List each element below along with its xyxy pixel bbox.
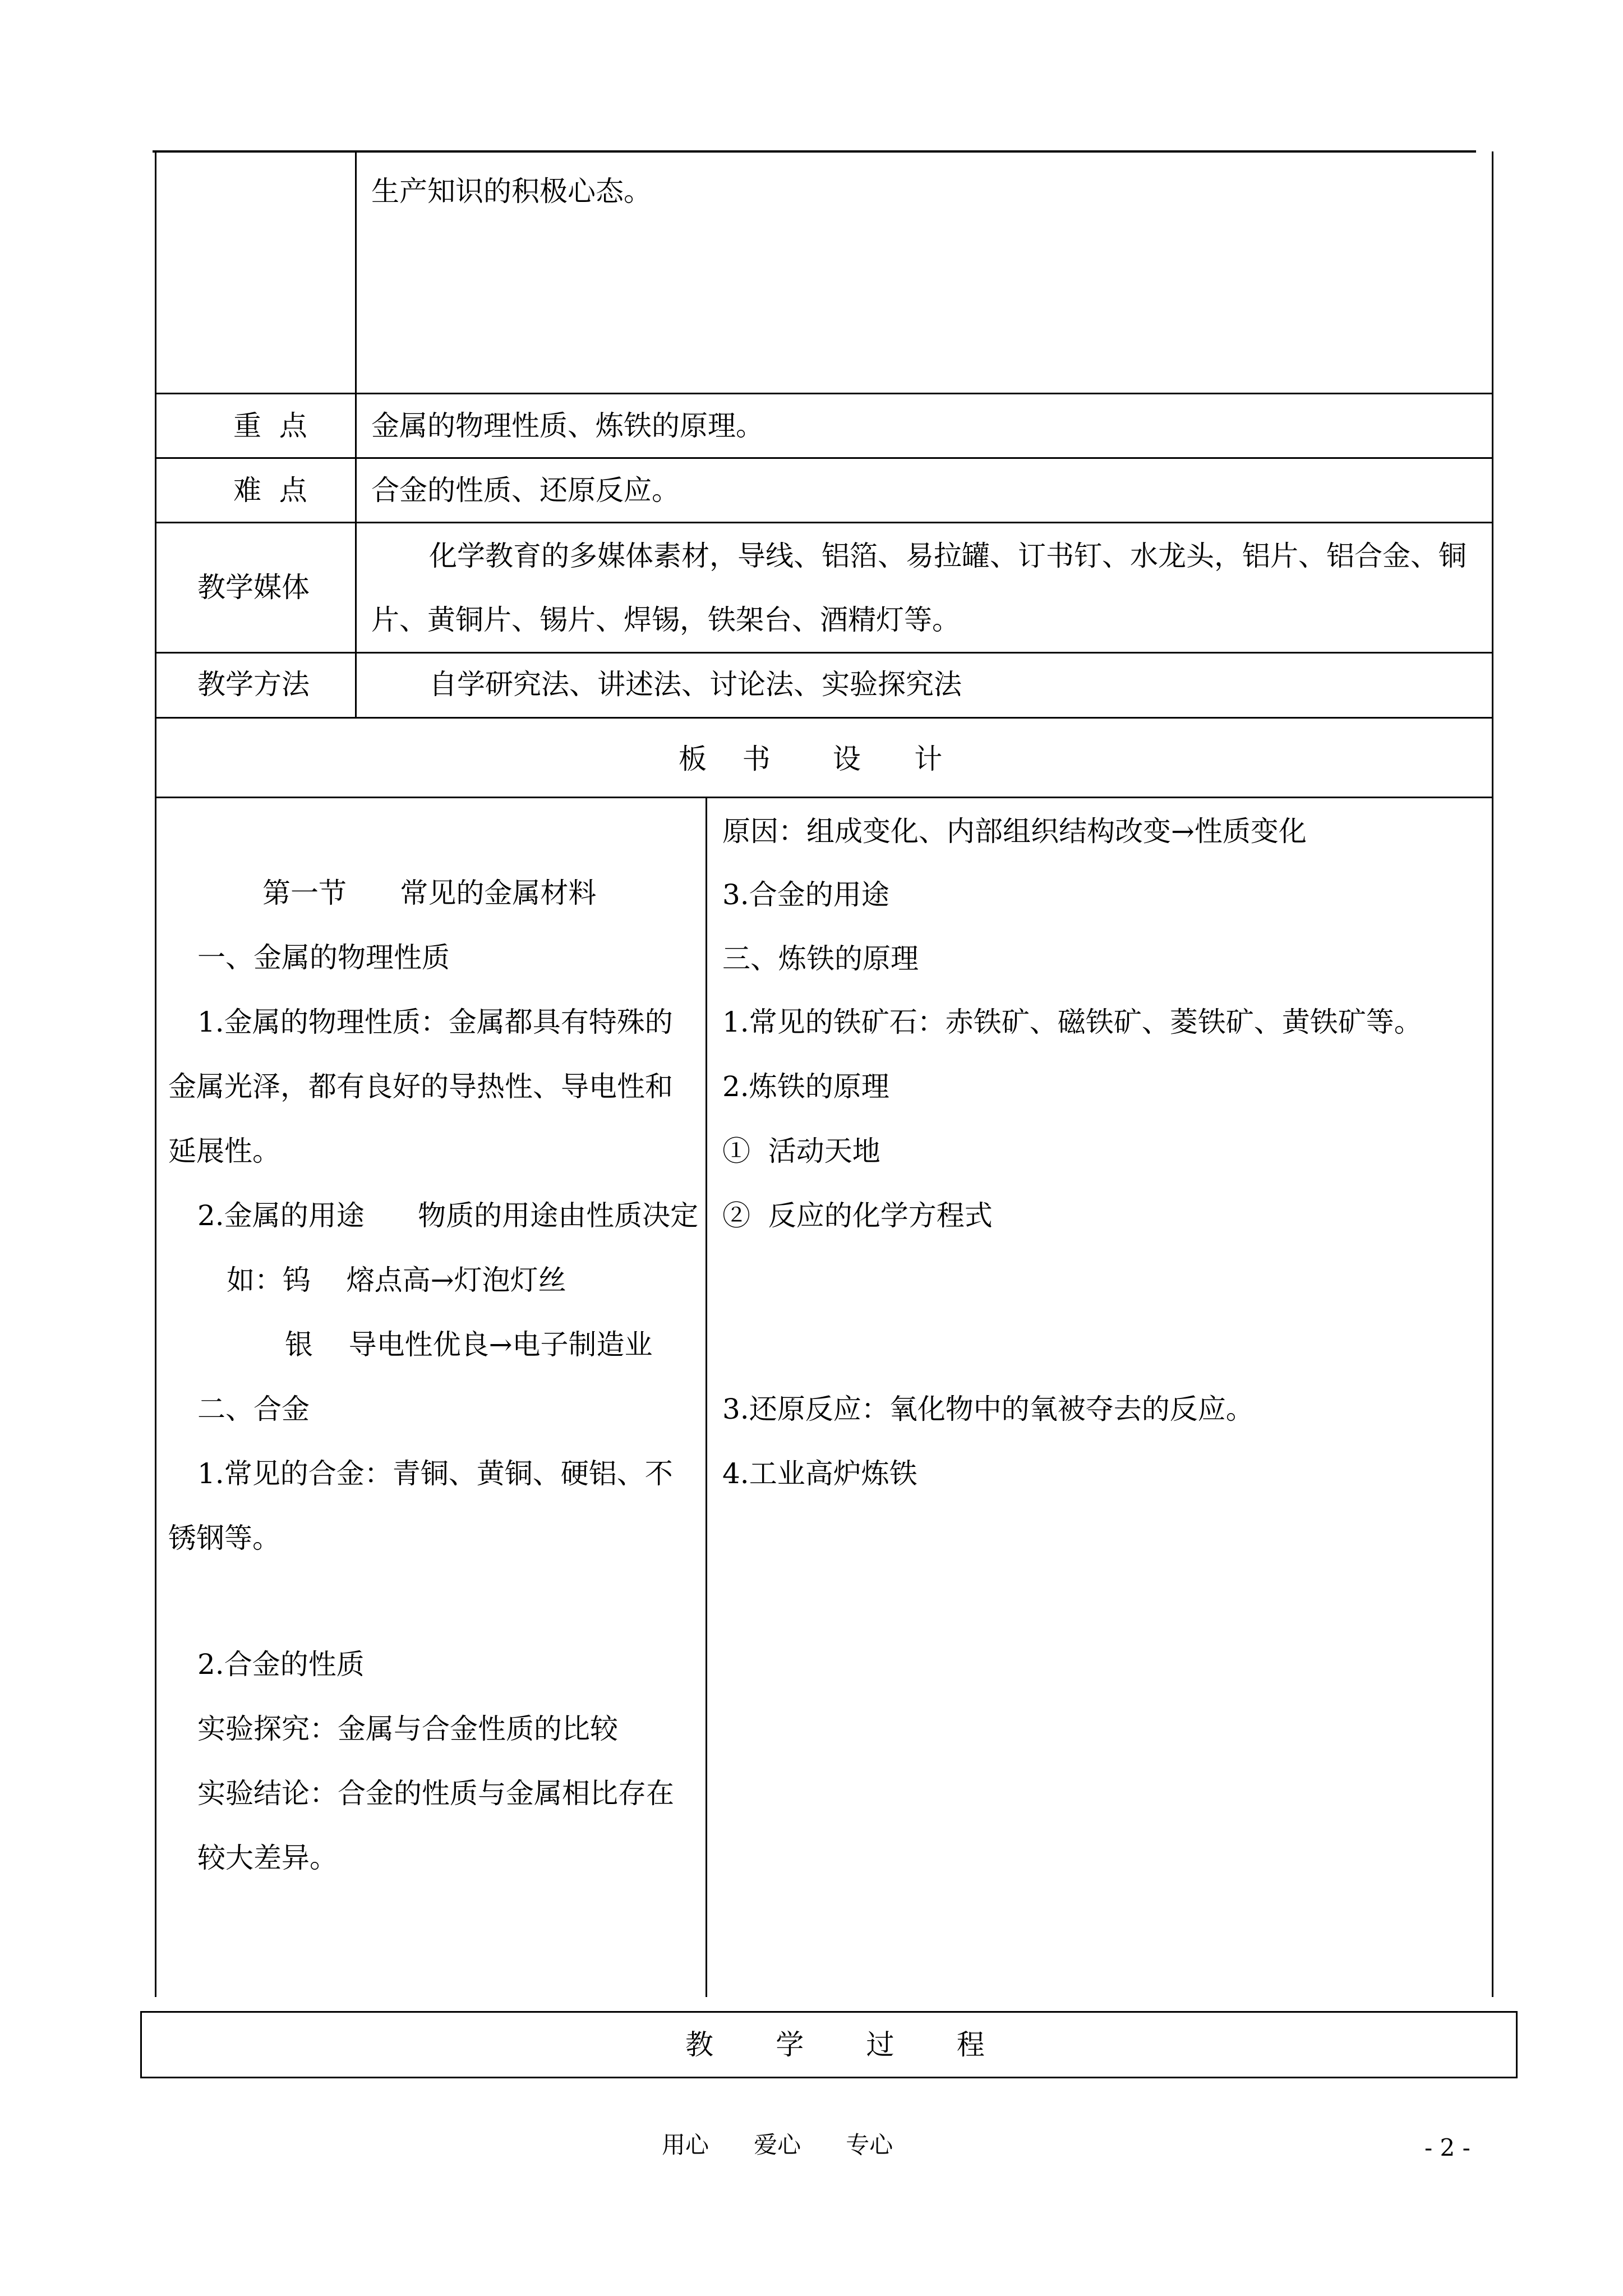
key-point-label: 重 点 <box>233 409 307 442</box>
row-divider-1 <box>155 393 1493 394</box>
left-line-10: 1.常见的合金：青铜、黄铜、硬铝、不 <box>197 1457 673 1490</box>
row-divider-5 <box>155 717 1493 719</box>
right-line-1: 原因：组成变化、内部组织结构改变→性质变化 <box>722 815 1307 848</box>
left-line-heading-2: 二、合金 <box>197 1393 310 1425</box>
row-divider-2 <box>155 457 1493 459</box>
process-box-top <box>140 2011 1518 2013</box>
process-box-left <box>140 2011 142 2078</box>
media-line-1: 化学教育的多媒体素材，导线、铝箔、易拉罐、订书钉、水龙头，铝片、铝合金、铜 <box>429 540 1467 572</box>
right-line-4: 1.常见的铁矿石：赤铁矿、磁铁矿、菱铁矿、黄铁矿等。 <box>722 1006 1422 1038</box>
objective-continuation: 生产知识的积极心态。 <box>371 175 652 208</box>
difficulty-text: 合金的性质、还原反应。 <box>371 474 680 507</box>
board-column-divider <box>706 797 707 1997</box>
media-label: 教学媒体 <box>197 571 310 604</box>
left-line-13: 实验探究：金属与合金性质的比较 <box>197 1713 618 1745</box>
left-line-11: 锈钢等。 <box>168 1522 280 1554</box>
board-design-header: 板 书 设 计 <box>679 743 943 775</box>
right-line-6: ① 活动天地 <box>722 1135 880 1167</box>
right-line-5: 2.炼铁的原理 <box>722 1070 889 1103</box>
right-line-2: 3.合金的用途 <box>722 878 889 911</box>
footer-motto: 用心 爱心 专心 <box>662 2131 893 2159</box>
left-line-6: 2.金属的用途 物质的用途由性质决定 <box>197 1199 699 1232</box>
left-line-12: 2.合金的性质 <box>197 1648 365 1681</box>
row-divider-6 <box>155 797 1493 798</box>
key-point-text: 金属的物理性质、炼铁的原理。 <box>371 409 764 442</box>
right-line-8: 3.还原反应：氧化物中的氧被夺去的反应。 <box>722 1393 1254 1425</box>
left-line-5: 延展性。 <box>168 1135 280 1167</box>
page-number: - 2 - <box>1424 2134 1470 2161</box>
left-line-15: 较大差异。 <box>197 1842 338 1874</box>
label-column-divider <box>355 151 357 718</box>
difficulty-label: 难 点 <box>233 474 307 507</box>
media-line-2: 片、黄铜片、锡片、焊锡，铁架台、酒精灯等。 <box>371 604 960 636</box>
row-divider-3 <box>155 522 1493 523</box>
right-line-heading-3: 三、炼铁的原理 <box>722 942 919 975</box>
method-text: 自学研究法、讲述法、讨论法、实验探究法 <box>429 668 962 701</box>
left-line-heading-1: 一、金属的物理性质 <box>197 941 450 974</box>
process-box-bottom <box>140 2077 1518 2078</box>
table-right-border <box>1492 151 1493 1997</box>
left-line-7: 如：钨 熔点高→灯泡灯丝 <box>227 1264 566 1296</box>
left-line-3: 1.金属的物理性质：金属都具有特殊的 <box>197 1006 673 1038</box>
right-line-9: 4.工业高炉炼铁 <box>722 1457 917 1490</box>
top-rule <box>153 150 1476 153</box>
left-line-14: 实验结论：合金的性质与金属相比存在 <box>197 1777 674 1810</box>
left-line-8: 银 导电性优良→电子制造业 <box>285 1328 653 1361</box>
table-left-border <box>155 151 156 1997</box>
left-line-section-title: 第一节 常见的金属材料 <box>262 877 597 909</box>
row-divider-4 <box>155 652 1493 654</box>
left-line-4: 金属光泽，都有良好的导热性、导电性和 <box>168 1070 673 1103</box>
process-box-right <box>1516 2011 1518 2078</box>
right-line-7: ② 反应的化学方程式 <box>722 1199 993 1232</box>
method-label: 教学方法 <box>197 668 310 701</box>
process-header: 教 学 过 程 <box>685 2028 985 2061</box>
